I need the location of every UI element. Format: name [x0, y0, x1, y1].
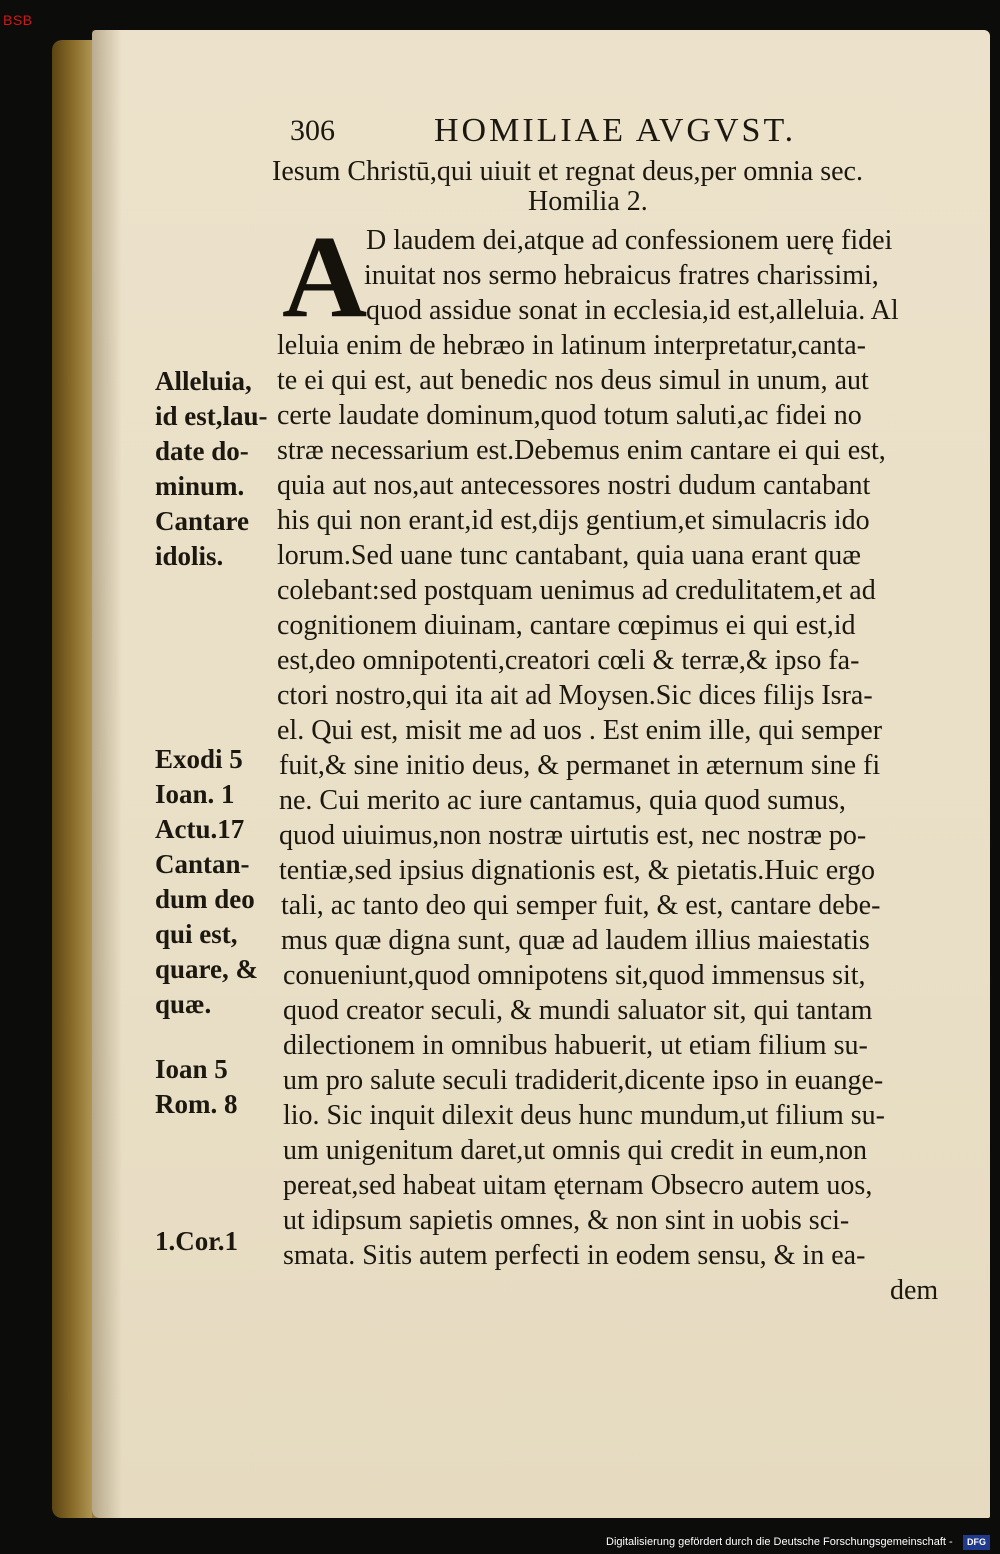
- marginal-note: Cantare: [155, 506, 249, 536]
- text-line: D laudem dei,atque ad confessionem uerę fidei: [366, 225, 893, 256]
- marginal-note: Alleluia,: [155, 366, 252, 396]
- text-line: um unigenitum daret,ut omnis qui credit in eum,non: [283, 1135, 868, 1166]
- marginal-note: Cantan-: [155, 849, 250, 879]
- text-line: Iesum Christū,qui uiuit et regnat deus,per omnia sec.: [272, 156, 863, 187]
- text-line: pereat,sed habeat uitam ęternam Obsecro autem uos,: [283, 1170, 873, 1201]
- text-line: his qui non erant,id est,dijs gentium,et simulacris ido: [277, 505, 870, 536]
- text-line: inuitat nos sermo hebraicus fratres charissimi,: [364, 260, 879, 291]
- bsb-watermark: BSB: [3, 12, 33, 28]
- text-line: cognitionem diuinam, cantare cœpimus ei qui est,id: [277, 610, 856, 641]
- text-line: stræ necessarium est.Debemus enim cantare ei qui est,: [277, 435, 886, 466]
- text-line: mus quæ digna sunt, quæ ad laudem illius maiestatis: [281, 925, 870, 956]
- text-line: certe laudate dominum,quod totum saluti,ac fidei no: [277, 400, 862, 431]
- text-line: lorum.Sed uane tunc cantabant, quia uana erant quæ: [277, 540, 861, 571]
- marginal-note: quæ.: [155, 989, 212, 1019]
- marginal-note: minum.: [155, 471, 245, 501]
- marginal-note: qui est,: [155, 919, 238, 949]
- marginal-note: Exodi 5: [155, 744, 243, 774]
- text-line: quod creator seculi, & mundi saluator sit, qui tantam: [283, 995, 873, 1026]
- running-head: HOMILIAE AVGVST.: [434, 112, 797, 149]
- text-line: ut idipsum sapietis omnes, & non sint in uobis sci-: [283, 1205, 850, 1236]
- text-line: quia aut nos,aut antecessores nostri dudum cantabant: [277, 470, 871, 501]
- text-line: quod assidue sonat in ecclesia,id est,alleluia. Al: [366, 295, 899, 326]
- text-line: lio. Sic inquit dilexit deus hunc mundum,ut filium su-: [283, 1100, 885, 1131]
- page-number: 306: [290, 114, 335, 147]
- marginal-note: 1.Cor.1: [155, 1226, 239, 1256]
- text-line: fuit,& sine initio deus, & permanet in æternum sine fi: [279, 750, 881, 781]
- text-line: tentiæ,sed ipsius dignationis est, & pietatis.Huic ergo: [279, 855, 875, 886]
- text-line: te ei qui est, aut benedic nos deus simul in unum, aut: [277, 365, 869, 396]
- text-line: quod uiuimus,non nostræ uirtutis est, nec nostræ po-: [279, 820, 867, 851]
- text-line: ctori nostro,qui ita ait ad Moysen.Sic dices filijs Isra-: [277, 680, 873, 711]
- marginal-note: dum deo: [155, 884, 255, 914]
- text-line: dem: [890, 1275, 939, 1306]
- text-line: colebant:sed postquam uenimus ad credulitatem,et ad: [277, 575, 876, 606]
- marginal-note: Ioan. 1: [155, 779, 235, 809]
- text-line: el. Qui est, misit me ad uos . Est enim ille, qui semper: [277, 715, 883, 746]
- marginal-note: Actu.17: [155, 814, 245, 844]
- marginal-note: quare, &: [155, 954, 259, 984]
- text-line: conueniunt,quod omnipotens sit,quod immensus sit,: [283, 960, 866, 991]
- text-line: tali, ac tanto deo qui semper fuit, & est, cantare debe-: [281, 890, 881, 921]
- funding-footer: Digitalisierung gefördert durch die Deutsche Forschungsgemeinschaft -: [606, 1536, 953, 1548]
- marginal-note: date do-: [155, 436, 249, 466]
- gutter-shadow: [92, 30, 122, 1518]
- marginal-note: id est,lau-: [155, 401, 268, 431]
- text-line: ne. Cui merito ac iure cantamus, quia quod sumus,: [279, 785, 846, 816]
- dfg-logo: DFG: [963, 1535, 990, 1550]
- marginal-note: idolis.: [155, 541, 224, 571]
- text-line: um pro salute seculi tradiderit,dicente ipso in euange-: [283, 1065, 884, 1096]
- homily-title: Homilia 2.: [528, 186, 648, 217]
- text-line: leluia enim de hebræo in latinum interpretatur,canta-: [277, 330, 866, 361]
- text-line: dilectionem in omnibus habuerit, ut etiam filium su-: [283, 1030, 868, 1061]
- text-line: est,deo omnipotenti,creatori cœli & terræ,& ipso fa-: [277, 645, 860, 676]
- page-header: [290, 114, 850, 154]
- marginal-note: Ioan 5: [155, 1054, 228, 1084]
- text-line: smata. Sitis autem perfecti in eodem sensu, & in ea-: [283, 1240, 866, 1271]
- marginal-note: Rom. 8: [155, 1089, 238, 1119]
- drop-cap: A: [282, 211, 368, 342]
